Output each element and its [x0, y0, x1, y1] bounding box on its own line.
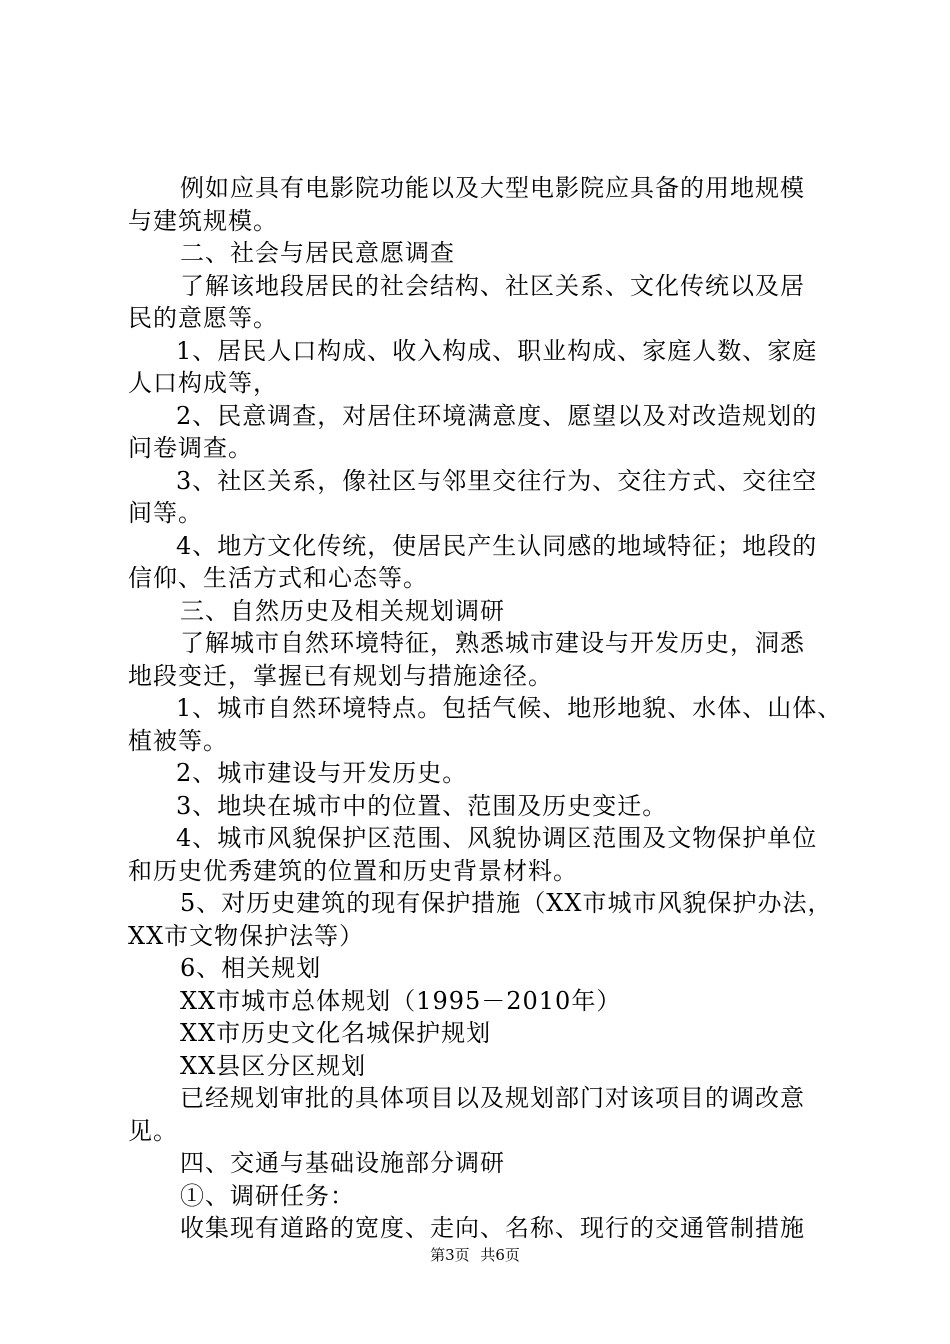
- page-number-total: 共6页: [480, 1246, 520, 1264]
- section-heading: 三、自然历史及相关规划调研: [180, 596, 505, 625]
- text-line: 1、居民人口构成、收入构成、职业构成、家庭人数、家庭: [176, 336, 818, 365]
- text-line: 信仰、生活方式和心态等。: [128, 564, 428, 592]
- text-line: 了解该地段居民的社会结构、社区关系、文化传统以及居: [180, 271, 805, 300]
- text-line: 收集现有道路的宽度、走向、名称、现行的交通管制措施: [180, 1214, 805, 1242]
- text-line: 已经规划审批的具体项目以及规划部门对该项目的调改意: [180, 1084, 805, 1112]
- text-line: 3、社区关系，像社区与邻里交往行为、交往方式、交往空: [176, 466, 818, 495]
- text-line: 问卷调查。: [128, 434, 253, 462]
- page-footer: [0, 1245, 950, 1265]
- text-line: 与建筑规模。: [128, 206, 278, 235]
- section-heading: 二、社会与居民意愿调查: [180, 239, 455, 267]
- text-line: 4、地方文化传统，使居民产生认同感的地域特征；地段的: [176, 531, 818, 560]
- text-line: 1、城市自然环境特点。包括气候、地形地貌、水体、山体、: [176, 694, 843, 722]
- section-heading: 四、交通与基础设施部分调研: [180, 1149, 505, 1177]
- text-line: 2、城市建设与开发历史。: [176, 759, 468, 787]
- text-line: XX市文物保护法等）: [128, 921, 365, 950]
- document-body: [128, 172, 843, 1245]
- text-line: 间等。: [128, 499, 203, 527]
- page-number-current: 第3页: [430, 1246, 470, 1264]
- text-line: 地段变迁，掌握已有规划与措施途径。: [128, 661, 553, 690]
- text-line: 2、民意调查，对居住环境满意度、愿望以及对改造规划的: [176, 401, 818, 430]
- text-line: XX县区分区规划: [180, 1051, 367, 1080]
- text-line: 民的意愿等。: [128, 304, 278, 332]
- text-line: 和历史优秀建筑的位置和历史背景材料。: [128, 856, 578, 885]
- text-line: XX市城市总体规划（1995－2010年）: [180, 986, 622, 1015]
- text-line: 例如应具有电影院功能以及大型电影院应具备的用地规模: [180, 174, 805, 202]
- text-line: 植被等。: [128, 726, 228, 755]
- text-line: 5、对历史建筑的现有保护措施（XX市城市风貌保护办法，: [180, 889, 833, 917]
- text-line: 4、城市风貌保护区范围、风貌协调区范围及文物保护单位: [176, 824, 818, 852]
- text-line: 3、地块在城市中的位置、范围及历史变迁。: [176, 791, 668, 820]
- text-line: 了解城市自然环境特征，熟悉城市建设与开发历史，洞悉: [180, 629, 805, 657]
- text-line: 6、相关规划: [180, 954, 322, 982]
- text-line: XX市历史文化名城保护规划: [180, 1019, 492, 1047]
- text-line: ①、调研任务：: [180, 1181, 355, 1210]
- text-line: 人口构成等，: [128, 369, 278, 397]
- text-line: 见。: [128, 1116, 178, 1145]
